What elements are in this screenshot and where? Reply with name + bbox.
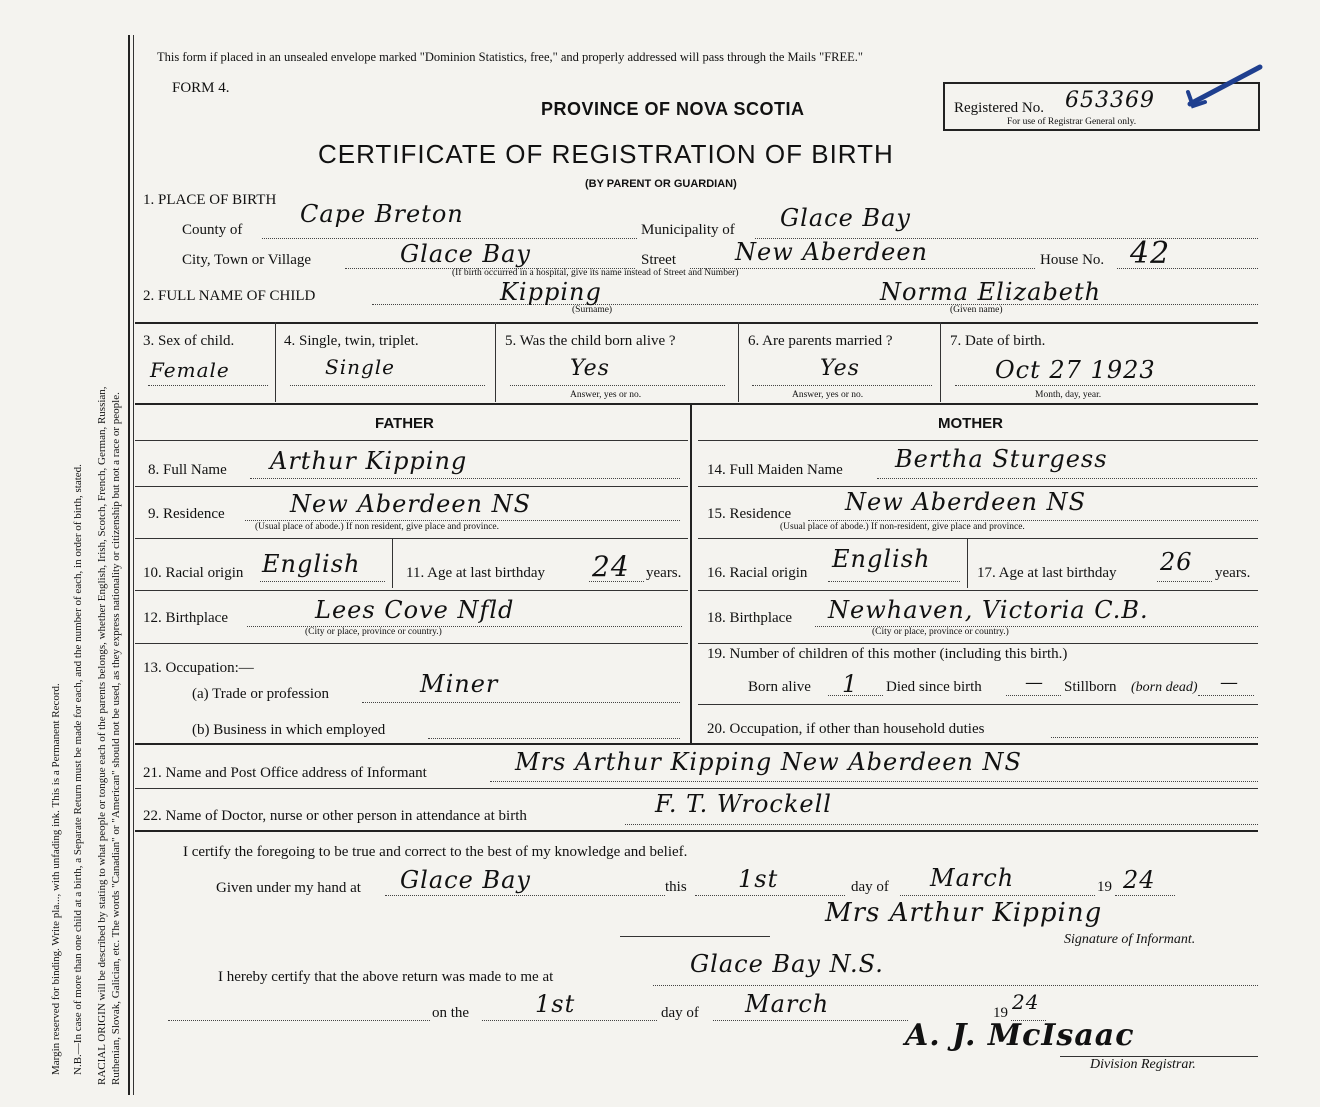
father-trade-field: Miner [420, 670, 499, 698]
father-name-field: Arthur Kipping [270, 447, 468, 475]
registrar-signature: A. J. McIsaac [905, 1018, 1135, 1053]
plurality-field: Single [325, 355, 396, 379]
born-alive-field: Yes [570, 356, 610, 381]
father-trade-label: (a) Trade or profession [192, 686, 330, 702]
children-count-label: 19. Number of children of this mother (including this birth.) [707, 646, 1068, 662]
stillborn-field: — [1220, 672, 1239, 693]
street-label: Street [641, 252, 676, 268]
father-race-label: 10. Racial origin [143, 565, 244, 581]
sex-field: Female [150, 358, 230, 382]
mother-heading: MOTHER [938, 415, 1003, 432]
page-title: CERTIFICATE OF REGISTRATION OF BIRTH [318, 139, 894, 169]
municipality-field: Glace Bay [780, 204, 911, 232]
died-label: Died since birth [886, 679, 982, 695]
doctor-field: F. T. Wrockell [655, 790, 832, 818]
city-label: City, Town or Village [182, 252, 312, 268]
certify-month-field: March [930, 864, 1015, 892]
father-residence-note: (Usual place of abode.) If non resident, give place and province. [255, 522, 499, 532]
child-surname-field: Kipping [500, 278, 602, 306]
hospital-note: (If birth occurred in a hospital, give its name instead of Street and Number) [452, 268, 739, 278]
county-label: County of [182, 222, 243, 238]
mother-age-field: 26 [1160, 548, 1193, 576]
informant-signature: Mrs Arthur Kipping [825, 898, 1103, 928]
father-heading: FATHER [375, 415, 434, 432]
city-field: Glace Bay [400, 240, 531, 268]
father-name-label: 8. Full Name [148, 462, 227, 478]
registrar-signature-label: Division Registrar. [1090, 1057, 1196, 1072]
born-alive-count-field: 1 [842, 670, 859, 698]
registrar-year-field: 24 [1012, 990, 1040, 1014]
father-birthplace-label: 12. Birthplace [143, 610, 228, 626]
mother-years-label: years. [1215, 565, 1251, 581]
house-number-label: House No. [1040, 252, 1105, 268]
given-under-label: Given under my hand at [216, 880, 361, 896]
born-alive-count-label: Born alive [748, 679, 811, 695]
certify-year-field: 24 [1123, 866, 1156, 894]
dob-note: Month, day, year. [1035, 390, 1102, 400]
child-name-label: 2. FULL NAME OF CHILD [143, 288, 316, 304]
mother-birthplace-label: 18. Birthplace [707, 610, 792, 626]
margin-racial-note-2: Ruthenian, Slovak, Galician, etc. The words "Canadian" or "American" should not be used, as they express nationality or citizenship but not a race or people. [110, 392, 122, 1085]
given-name-note: (Given name) [950, 305, 1003, 315]
parents-married-field: Yes [820, 356, 860, 381]
margin-binding-note: Margin reserved for binding. Write pla..., with unfading ink. This is a Permanent Record. [50, 683, 62, 1075]
mother-birthplace-note: (City or place, province or country.) [872, 627, 1009, 637]
registrar-note: For use of Registrar General only. [1007, 117, 1137, 127]
mother-name-field: Bertha Sturgess [895, 445, 1108, 473]
informant-field: Mrs Arthur Kipping New Aberdeen NS [515, 748, 1022, 776]
registrar-day-field: 1st [535, 990, 576, 1018]
margin-rule [128, 35, 130, 1095]
father-age-label: 11. Age at last birthday [406, 565, 545, 581]
mother-race-label: 16. Racial origin [707, 565, 808, 581]
doctor-label: 22. Name of Doctor, nurse or other person in attendance at birth [143, 808, 527, 824]
born-alive-note: Answer, yes or no. [570, 390, 642, 400]
stillborn-label: Stillborn [1064, 679, 1117, 695]
father-residence-label: 9. Residence [148, 506, 225, 522]
plurality-label: 4. Single, twin, triplet. [284, 333, 419, 349]
registrar-month-field: March [745, 990, 830, 1018]
father-birthplace-field: Lees Cove Nfld [315, 596, 515, 624]
child-given-name-field: Norma Elizabeth [880, 278, 1102, 306]
page-subtitle: (BY PARENT OR GUARDIAN) [585, 178, 737, 190]
certify-year-prefix: 19 [1097, 879, 1112, 895]
county-field: Cape Breton [300, 200, 464, 228]
margin-racial-note-1: RACIAL ORIGIN will be described by stating to what people or tongue each of the parents belongs, whether English, Irish, Scotch, French, German, Russian, [96, 386, 108, 1085]
mother-name-label: 14. Full Maiden Name [707, 462, 843, 478]
father-occupation-label: 13. Occupation:— [143, 660, 254, 676]
father-years-label: years. [646, 565, 682, 581]
informant-signature-label: Signature of Informant. [1064, 932, 1196, 947]
province-heading: PROVINCE OF NOVA SCOTIA [541, 99, 805, 119]
mother-age-label: 17. Age at last birthday [977, 565, 1117, 581]
born-alive-label: 5. Was the child born alive ? [505, 333, 676, 349]
father-business-label: (b) Business in which employed [192, 722, 386, 738]
certify-day-of-label: day of [851, 879, 889, 895]
mother-residence-label: 15. Residence [707, 506, 792, 522]
certify-day-field: 1st [738, 865, 779, 893]
registrar-statement: I hereby certify that the above return was made to me at [218, 969, 554, 985]
given-place-field: Glace Bay [400, 866, 531, 894]
father-age-field: 24 [592, 550, 630, 583]
form-number: FORM 4. [172, 80, 230, 96]
dob-field: Oct 27 1923 [995, 356, 1156, 384]
municipality-label: Municipality of [641, 222, 735, 238]
certify-statement: I certify the foregoing to be true and correct to the best of my knowledge and belief. [183, 844, 688, 860]
registered-label: Registered No. [954, 100, 1044, 116]
father-race-field: English [262, 550, 361, 578]
informant-label: 21. Name and Post Office address of Informant [143, 765, 427, 781]
checkmark-icon [1185, 62, 1265, 112]
this-label: this [665, 879, 687, 895]
parents-married-note: Answer, yes or no. [792, 390, 864, 400]
died-field: — [1025, 672, 1044, 693]
street-field: New Aberdeen [735, 238, 928, 266]
place-of-birth-label: 1. PLACE OF BIRTH [143, 192, 277, 208]
registrar-day-of-label: day of [661, 1005, 699, 1021]
mother-race-field: English [832, 545, 931, 573]
margin-nb-note: N.B.—In case of more than one child at a birth, a Separate Return must be made for each, and the number of each, in order of birth, stated. [72, 464, 84, 1075]
father-birthplace-note: (City or place, province or country.) [305, 627, 442, 637]
house-number-field: 42 [1130, 236, 1171, 271]
dob-label: 7. Date of birth. [950, 333, 1046, 349]
mail-notice: This form if placed in an unsealed envelope marked "Dominion Statistics, free," and properly addressed will pass through the Mails "FREE." [157, 50, 864, 64]
mother-residence-field: New Aberdeen NS [845, 488, 1087, 516]
sex-label: 3. Sex of child. [143, 333, 235, 349]
registrar-place-field: Glace Bay N.S. [690, 950, 884, 978]
stillborn-note: (born dead) [1131, 680, 1198, 695]
on-the-label: on the [432, 1005, 470, 1021]
registered-number: 653369 [1065, 88, 1155, 113]
margin-rule-inner [133, 35, 134, 1095]
mother-occupation-label: 20. Occupation, if other than household duties [707, 721, 985, 737]
mother-residence-note: (Usual place of abode.) If non-resident, give place and province. [780, 522, 1025, 532]
registrar-year-prefix: 19 [993, 1005, 1008, 1021]
surname-note: (Surname) [572, 305, 613, 315]
parents-married-label: 6. Are parents married ? [748, 333, 893, 349]
mother-birthplace-field: Newhaven, Victoria C.B. [828, 596, 1149, 624]
father-residence-field: New Aberdeen NS [290, 490, 532, 518]
